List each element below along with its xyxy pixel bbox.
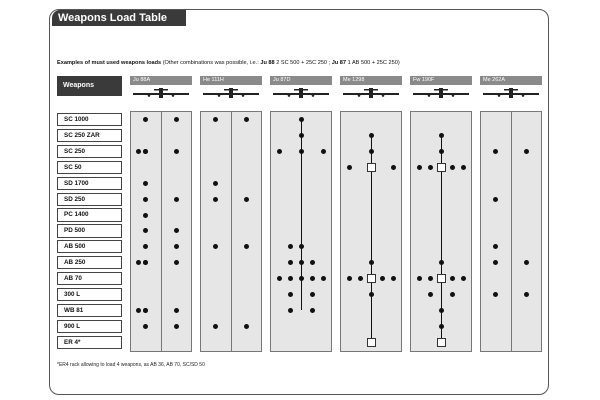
subtitle-note: (Other combinations was possible, i.e.: (161, 60, 261, 66)
load-mark (213, 324, 218, 329)
rack-square-mark (367, 338, 376, 347)
aircraft-silhouette-icon (410, 86, 472, 100)
load-mark (439, 149, 444, 154)
load-mark (310, 308, 315, 313)
load-mark (493, 292, 498, 297)
load-mark (277, 149, 282, 154)
weapon-row-label: PD 500 (57, 224, 122, 237)
weapon-row-label: 300 L (57, 288, 122, 301)
load-mark (213, 197, 218, 202)
aircraft-silhouette-icon (200, 86, 262, 100)
aircraft-silhouette-icon (130, 86, 192, 100)
table-title: Weapons Load Table (52, 10, 186, 26)
aircraft-label: Ju 88A (130, 76, 192, 85)
weapon-row-label: SC 250 ZAR (57, 129, 122, 142)
load-mark (136, 308, 141, 313)
load-mark (428, 292, 433, 297)
aircraft-label: Ju 87D (270, 76, 332, 85)
weapon-row-label: SD 250 (57, 193, 122, 206)
load-mark (299, 244, 304, 249)
load-mark (461, 276, 466, 281)
load-mark (321, 149, 326, 154)
subtitle-example-1-load: 2 SC 500 + 25C 250 ; (274, 60, 332, 66)
load-mark (450, 276, 455, 281)
load-mark (174, 197, 179, 202)
load-mark (299, 117, 304, 122)
weapon-row-label: AB 250 (57, 256, 122, 269)
load-mark (524, 149, 529, 154)
aircraft-label: Fw 190F (410, 76, 472, 85)
load-mark (391, 165, 396, 170)
load-mark (143, 197, 148, 202)
load-mark (417, 276, 422, 281)
load-mark (450, 165, 455, 170)
load-mark (369, 292, 374, 297)
load-mark (288, 244, 293, 249)
load-mark (428, 165, 433, 170)
load-mark (439, 133, 444, 138)
load-mark (369, 260, 374, 265)
load-mark (321, 276, 326, 281)
load-mark (143, 181, 148, 186)
load-mark (288, 260, 293, 265)
panel-divider (161, 111, 162, 352)
load-mark (244, 197, 249, 202)
rack-square-mark (437, 338, 446, 347)
load-mark (143, 324, 148, 329)
weapons-header: Weapons (57, 76, 122, 96)
panel-divider (231, 111, 232, 352)
weapon-row-label: SC 50 (57, 161, 122, 174)
load-mark (358, 276, 363, 281)
load-mark (143, 308, 148, 313)
subtitle-example-2-name: Ju 87 (331, 60, 347, 66)
rack-square-mark (367, 163, 376, 172)
load-mark (524, 292, 529, 297)
aircraft-silhouette-icon (340, 86, 402, 100)
load-mark (369, 149, 374, 154)
load-mark (310, 276, 315, 281)
load-mark (310, 292, 315, 297)
subtitle-example-1-name: Ju 88 (260, 60, 275, 66)
load-mark (310, 260, 315, 265)
rack-square-mark (437, 274, 446, 283)
aircraft-silhouette-icon (270, 86, 332, 100)
load-mark (380, 276, 385, 281)
load-mark (174, 324, 179, 329)
load-mark (417, 165, 422, 170)
load-mark (174, 308, 179, 313)
aircraft-label: Me 262A (480, 76, 542, 85)
weapon-row-label: AB 500 (57, 240, 122, 253)
load-mark (244, 324, 249, 329)
footnote: *ER4 rack allowing to load 4 weapons, as AB 36, AB 70, SC/SD 50 (57, 362, 205, 368)
load-mark (299, 149, 304, 154)
weapon-row-label: SD 1700 (57, 177, 122, 190)
subtitle (57, 60, 400, 66)
load-mark (288, 292, 293, 297)
load-mark (136, 149, 141, 154)
rack-square-mark (367, 274, 376, 283)
load-mark (299, 260, 304, 265)
load-mark (174, 149, 179, 154)
panel-divider (511, 111, 512, 352)
aircraft-label: Me 1298 (340, 76, 402, 85)
load-mark (299, 133, 304, 138)
weapon-row-label: 900 L (57, 320, 122, 333)
weapon-row-label: ER 4* (57, 336, 122, 349)
load-mark (439, 324, 444, 329)
load-mark (461, 165, 466, 170)
load-mark (450, 292, 455, 297)
weapon-row-label: AB 70 (57, 272, 122, 285)
load-mark (143, 213, 148, 218)
load-mark (277, 276, 282, 281)
load-mark (143, 149, 148, 154)
load-mark (391, 276, 396, 281)
aircraft-label: He 111H (200, 76, 262, 85)
aircraft-silhouette-icon (480, 86, 542, 100)
subtitle-example-2-load: 1 AB 500 + 25C 250) (346, 60, 400, 66)
load-mark (347, 276, 352, 281)
load-mark (428, 276, 433, 281)
subtitle-lead: Examples of must used weapons loads (57, 60, 162, 66)
rack-square-mark (437, 163, 446, 172)
load-mark (493, 197, 498, 202)
load-mark (493, 149, 498, 154)
load-mark (213, 181, 218, 186)
load-mark (439, 260, 444, 265)
load-mark (288, 276, 293, 281)
weapon-row-label: SC 1000 (57, 113, 122, 126)
load-mark (299, 276, 304, 281)
weapon-row-label: PC 1400 (57, 208, 122, 221)
load-mark (347, 165, 352, 170)
weapon-row-label: WB 81 (57, 304, 122, 317)
weapon-row-label: SC 250 (57, 145, 122, 158)
load-mark (439, 308, 444, 313)
load-mark (288, 308, 293, 313)
load-mark (369, 133, 374, 138)
